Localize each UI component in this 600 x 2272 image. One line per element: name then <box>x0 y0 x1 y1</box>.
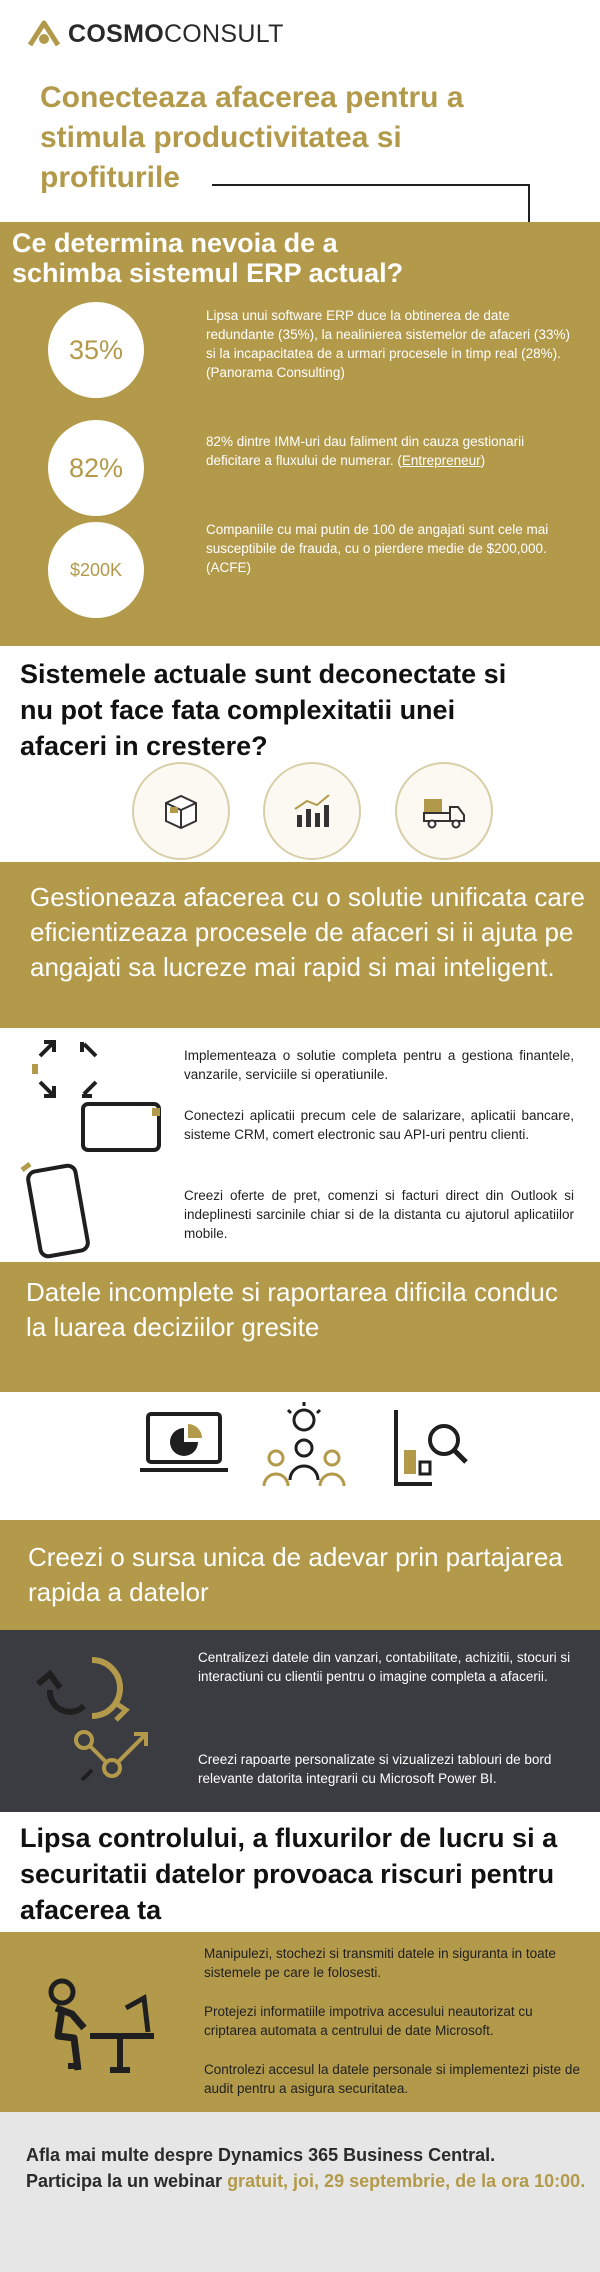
growth-chart-icon <box>289 791 335 831</box>
unified-solution-title: Gestioneaza afacerea cu o solutie unificata care eficientizeaza procesele de afaceri si ii ajuta pe angajati sa lucreze mai rapid si mai inteligent. <box>30 882 586 982</box>
hero-title: Conecteaza afacerea pentru a stimula productivitatea si profiturile <box>40 81 464 194</box>
erp-needs-title: Ce determina nevoia de a schimba sistemul ERP actual? <box>12 228 404 288</box>
security-paragraph-2: Protejezi informatiile impotriva accesului neautorizat cu criptarea automata a centrului de date Microsoft. <box>204 2004 533 2038</box>
webinar-highlight[interactable]: gratuit, joi, 29 septembrie, de la ora 10:00. <box>222 2171 586 2191</box>
stat-value: 82% <box>68 452 124 483</box>
solution-paragraph-3: Creezi oferte de pret, comenzi si facturi direct din Outlook si indeplinesti sarcinile chiar si de la distanta cu ajutorul aplicatiilor mobile. <box>184 1188 574 1241</box>
team-idea-icon <box>258 1400 350 1496</box>
stat-text-200k: Companiile cu mai putin de 100 de angajati sunt cele mai susceptibile de frauda, cu o pierdere medie de $200,000. (ACFE) <box>206 522 549 575</box>
hero-divider <box>212 184 530 186</box>
stat-text-82: 82% dintre IMM-uri dau faliment din cauza gestionarii deficitare a fluxului de numerar. (Entrepreneur) <box>206 434 525 468</box>
incomplete-data-title: Datele incomplete si raportarea dificila conduc la luarea deciziilor gresite <box>26 1277 558 1342</box>
stat-circle-82 <box>48 420 144 516</box>
entrepreneur-link[interactable]: Entrepreneur <box>401 453 481 468</box>
trend-analytics-icon <box>72 1720 162 1794</box>
logo-mark-icon <box>26 19 62 49</box>
laptop-chart-icon <box>138 1410 230 1488</box>
footer-line-1: Afla mai multe despre Dynamics 365 Business Central. <box>26 2145 496 2165</box>
footer-line-2: Participa la un webinar gratuit, joi, 29 septembrie, de la ora 10:00. <box>26 2171 586 2191</box>
tablet-icon <box>80 1100 166 1156</box>
footer-cta-text[interactable] <box>26 2142 586 2194</box>
brand-logo[interactable] <box>26 14 284 54</box>
stat-value: $200K <box>69 559 123 580</box>
single-source-paragraph-1: Centralizezi datele din vanzari, contabilitate, achizitii, stocuri si interactiuni cu clientii pentru o imagine completa a afacerii. <box>198 1650 571 1684</box>
stat-text-35: Lipsa unui software ERP duce la obtinerea de date redundante (35%), la nealinierea sistemelor de afaceri (33%) si la incapacitatea de a urmari procesele in timp real (28%). (Panorama Consulting) <box>206 308 570 380</box>
document-search-icon <box>386 1406 472 1490</box>
security-risks-title: Lipsa controlului, a fluxurilor de lucru si a securitatii datelor provoaca riscuri pentru afacerea ta <box>20 1823 558 1925</box>
person-at-desk-icon <box>44 1978 164 2074</box>
stat-circle-35 <box>48 302 144 398</box>
delivery-truck-icon-ring <box>395 762 493 860</box>
security-paragraph-3: Controlezi accesul la datele personale si implementezi piste de audit pentru a asigura securitatea. <box>204 2062 580 2096</box>
solution-paragraph-1: Implementeaza o solutie completa pentru a gestiona finantele, vanzarile, serviciile si operatiunile. <box>184 1048 574 1082</box>
stat-value: 35% <box>68 334 124 365</box>
stat-circle-200k <box>48 522 144 618</box>
disconnected-systems-title: Sistemele actuale sunt deconectate si nu pot face fata complexitatii unei afaceri in crestere? <box>20 659 507 761</box>
solution-paragraph-2: Conectezi aplicatii precum cele de salarizare, aplicatii bancare, sisteme CRM, comert electronic sau API-uri pentru clienti. <box>184 1108 574 1142</box>
delivery-truck-icon <box>420 791 468 831</box>
smartphone-icon <box>20 1160 90 1260</box>
single-source-title: Creezi o sursa unica de adevar prin partajarea rapida a datelor <box>28 1542 563 1607</box>
sync-arrows-icon <box>30 1034 106 1104</box>
security-paragraph-1: Manipulezi, stochezi si transmiti datele in siguranta in toate sistemele pe care le folosesti. <box>204 1946 556 1980</box>
hero-divider-vertical <box>528 184 530 222</box>
refresh-cycle-icon <box>30 1650 150 1730</box>
single-source-paragraph-2: Creezi rapoarte personalizate si vizualizezi tablouri de bord relevante datorita integrarii cu Microsoft Power BI. <box>198 1752 552 1786</box>
package-icon <box>158 791 204 831</box>
growth-chart-icon-ring <box>263 762 361 860</box>
box-icon-ring <box>132 762 230 860</box>
brand-wordmark: COSMOCONSULT <box>68 19 284 48</box>
